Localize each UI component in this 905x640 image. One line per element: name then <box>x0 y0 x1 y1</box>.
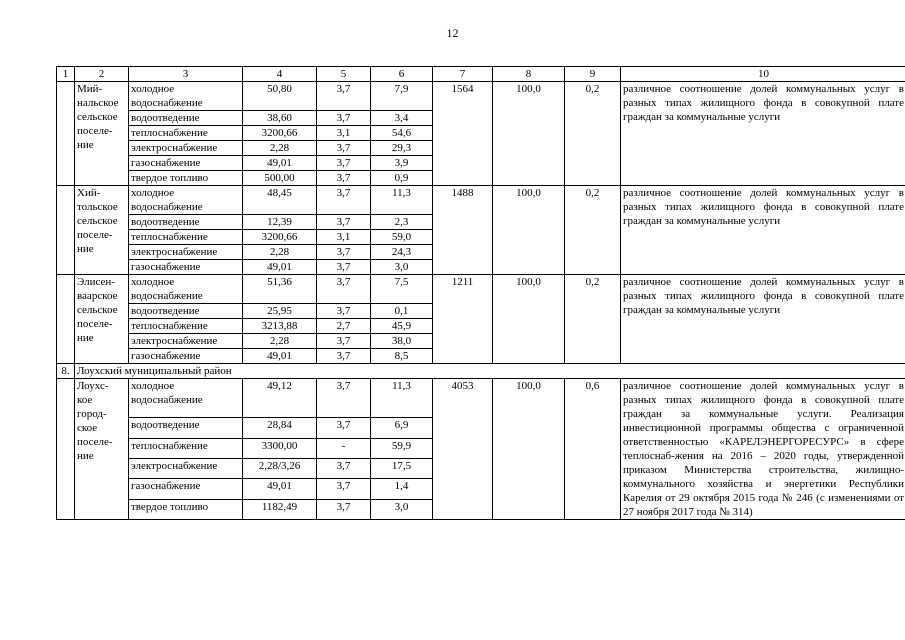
share-cell: 17,5 <box>371 458 433 478</box>
district-row <box>57 364 905 379</box>
share-cell: 24,3 <box>371 245 433 260</box>
service-name <box>129 260 243 275</box>
share-cell: 59,0 <box>371 230 433 245</box>
tariff-cell: 2,28 <box>243 334 317 349</box>
index-cell: 3,7 <box>317 111 371 126</box>
settlement-name-line: поселе- <box>77 436 113 448</box>
service-name <box>129 438 243 458</box>
service-name-line: теплоснабжение <box>131 127 208 139</box>
tariff-cell: 51,36 <box>243 275 317 304</box>
share-cell: 11,3 <box>371 186 433 215</box>
population-cell: 1564 <box>433 82 493 186</box>
note-cell: различное соотношение долей коммунальных услуг в разных типах жилищного фонда в совокупной плате граждан за коммунальные услуги <box>621 186 905 275</box>
settlement-name-line: Мий- <box>77 83 103 95</box>
service-name-line: электроснабжение <box>131 142 218 154</box>
share-cell: 8,5 <box>371 349 433 364</box>
district-name: Лоухский муниципальный район <box>75 364 905 379</box>
share-cell: 6,9 <box>371 418 433 438</box>
tariff-table <box>56 66 905 520</box>
service-name <box>129 304 243 319</box>
tariff-cell: 49,01 <box>243 349 317 364</box>
service-name-line: водоснабжение <box>131 290 203 302</box>
tariff-cell: 25,95 <box>243 304 317 319</box>
settlement-name-line: сельское <box>77 111 118 123</box>
settlement-name-line: ское <box>77 422 98 434</box>
share-cell: 38,0 <box>371 334 433 349</box>
tariff-cell: 49,12 <box>243 379 317 418</box>
index-cell: 3,7 <box>317 171 371 186</box>
share-cell: 3,0 <box>371 260 433 275</box>
service-name <box>129 275 243 304</box>
share-cell: 11,3 <box>371 379 433 418</box>
service-name-line: газоснабжение <box>131 261 201 273</box>
row-number-cell <box>57 82 75 186</box>
column-header: 9 <box>565 67 621 82</box>
index-cell: 3,7 <box>317 82 371 111</box>
table-row <box>57 275 905 304</box>
settlement-name <box>75 186 129 275</box>
settlement-name-line: кое <box>77 394 93 406</box>
settlement-name-line: поселе- <box>77 125 113 137</box>
service-name <box>129 319 243 334</box>
service-name-line: водоотведение <box>131 216 200 228</box>
service-name <box>129 186 243 215</box>
service-name <box>129 171 243 186</box>
column-header: 1 <box>57 67 75 82</box>
service-name <box>129 245 243 260</box>
service-name-line: холодное <box>131 83 175 95</box>
tariff-cell: 3300,00 <box>243 438 317 458</box>
share-cell: 7,5 <box>371 275 433 304</box>
settlement-name-line: ние <box>77 243 94 255</box>
settlement-name-line: Элисен- <box>77 276 115 288</box>
district-number: 8. <box>57 364 75 379</box>
share-cell: 3,4 <box>371 111 433 126</box>
settlement-name-line: тольское <box>77 201 118 213</box>
tariff-cell: 1182,49 <box>243 499 317 519</box>
service-name-line: теплоснабжение <box>131 439 208 452</box>
index-cell: 3,7 <box>317 304 371 319</box>
service-name-line: холодное <box>131 380 175 392</box>
service-name-line: водоотведение <box>131 305 200 317</box>
col8-cell: 100,0 <box>493 82 565 186</box>
settlement-name-line: ние <box>77 332 94 344</box>
settlement-name-line: поселе- <box>77 318 113 330</box>
service-name-line: газоснабжение <box>131 157 201 169</box>
service-name-line: электроснабжение <box>131 246 218 258</box>
share-cell: 3,0 <box>371 499 433 519</box>
share-cell: 1,4 <box>371 479 433 499</box>
index-cell: 3,1 <box>317 230 371 245</box>
tariff-cell: 28,84 <box>243 418 317 438</box>
service-name <box>129 156 243 171</box>
settlement-name-line: сельское <box>77 215 118 227</box>
col9-cell: 0,6 <box>565 379 621 520</box>
col8-cell: 100,0 <box>493 186 565 275</box>
col8-cell: 100,0 <box>493 275 565 364</box>
settlement-name-line: город- <box>77 408 107 420</box>
tariff-cell: 3200,66 <box>243 126 317 141</box>
row-number-cell <box>57 275 75 364</box>
settlement-name <box>75 82 129 186</box>
index-cell: 3,7 <box>317 245 371 260</box>
tariff-cell: 500,00 <box>243 171 317 186</box>
note-cell: различное соотношение долей коммунальных услуг в разных типах жилищного фонда в совокупной плате граждан за коммунальные услуги. Реализация инвестиционной программы общества с ограниченной ответственностью «КАРЕЛЭНЕРГОРЕСУРС» в сфере теплоснаб-жения на 2016 – 2020 годы, утвержденной приказом Министерства строительства, жилищно-коммунального хозяйства и энергетики Республики Карелия от 29 октября 2015 года № 246 (с изменениями от 27 ноября 2017 года № 314) <box>621 379 905 520</box>
service-name-line: водоснабжение <box>131 201 203 213</box>
index-cell: 3,7 <box>317 156 371 171</box>
service-name <box>129 215 243 230</box>
tariff-cell: 3213,88 <box>243 319 317 334</box>
column-header: 8 <box>493 67 565 82</box>
col8-cell: 100,0 <box>493 379 565 520</box>
settlement-name-line: сельское <box>77 304 118 316</box>
service-name-line: водоснабжение <box>131 97 203 109</box>
tariff-cell: 2,28 <box>243 245 317 260</box>
index-cell: 3,7 <box>317 418 371 438</box>
page-number: 12 <box>446 26 459 40</box>
index-cell: - <box>317 438 371 458</box>
settlement-name-line: поселе- <box>77 229 113 241</box>
index-cell: 3,7 <box>317 479 371 499</box>
population-cell: 1488 <box>433 186 493 275</box>
service-name-line: водоснабжение <box>131 394 203 406</box>
index-cell: 3,7 <box>317 349 371 364</box>
index-cell: 3,7 <box>317 141 371 156</box>
population-cell: 4053 <box>433 379 493 520</box>
settlement-name-line: Хий- <box>77 187 101 199</box>
tariff-cell: 49,01 <box>243 156 317 171</box>
settlement-name-line: нальское <box>77 97 119 109</box>
share-cell: 0,9 <box>371 171 433 186</box>
share-cell: 54,6 <box>371 126 433 141</box>
settlement-name <box>75 379 129 520</box>
column-header: 5 <box>317 67 371 82</box>
index-cell: 3,1 <box>317 126 371 141</box>
column-header: 4 <box>243 67 317 82</box>
column-header: 7 <box>433 67 493 82</box>
service-name-line: холодное <box>131 187 175 199</box>
index-cell: 3,7 <box>317 186 371 215</box>
population-cell: 1211 <box>433 275 493 364</box>
service-name <box>129 230 243 245</box>
settlement-name-line: ваарское <box>77 290 118 302</box>
tariff-cell: 2,28/3,26 <box>243 458 317 478</box>
index-cell: 3,7 <box>317 334 371 349</box>
tariff-cell: 48,45 <box>243 186 317 215</box>
service-name <box>129 458 243 478</box>
service-name-line: теплоснабжение <box>131 320 208 332</box>
tariff-cell: 50,80 <box>243 82 317 111</box>
settlement-name-line: ние <box>77 450 94 462</box>
tariff-cell: 49,01 <box>243 479 317 499</box>
service-name-line: водоотведение <box>131 112 200 124</box>
share-cell: 29,3 <box>371 141 433 156</box>
col9-cell: 0,2 <box>565 275 621 364</box>
index-cell: 3,7 <box>317 499 371 519</box>
service-name <box>129 82 243 111</box>
note-cell: различное соотношение долей коммунальных услуг в разных типах жилищного фонда в совокупной плате граждан за коммунальные услуги <box>621 275 905 364</box>
settlement-name-line: ние <box>77 139 94 151</box>
table-row <box>57 186 905 215</box>
tariff-cell: 49,01 <box>243 260 317 275</box>
col9-cell: 0,2 <box>565 186 621 275</box>
column-header: 6 <box>371 67 433 82</box>
service-name-line: газоснабжение <box>131 350 201 362</box>
service-name <box>129 334 243 349</box>
column-header: 2 <box>75 67 129 82</box>
service-name <box>129 379 243 418</box>
row-number-cell <box>57 186 75 275</box>
service-name-line: теплоснабжение <box>131 231 208 243</box>
service-name <box>129 111 243 126</box>
service-name-line: твердое топливо <box>131 172 209 184</box>
note-cell: различное соотношение долей коммунальных услуг в разных типах жилищного фонда в совокупной плате граждан за коммунальные услуги <box>621 82 905 186</box>
tariff-cell: 3200,66 <box>243 230 317 245</box>
index-cell: 3,7 <box>317 275 371 304</box>
service-name-line: газоснабжение <box>131 480 201 493</box>
index-cell: 2,7 <box>317 319 371 334</box>
service-name-line: холодное <box>131 276 175 288</box>
service-name-line: твердое топливо <box>131 500 209 513</box>
tariff-cell: 12,39 <box>243 215 317 230</box>
service-name <box>129 126 243 141</box>
service-name <box>129 141 243 156</box>
share-cell: 0,1 <box>371 304 433 319</box>
service-name <box>129 418 243 438</box>
index-cell: 3,7 <box>317 379 371 418</box>
share-cell: 59,9 <box>371 438 433 458</box>
share-cell: 7,9 <box>371 82 433 111</box>
row-number-cell <box>57 379 75 520</box>
index-cell: 3,7 <box>317 215 371 230</box>
table-row <box>57 379 905 418</box>
tariff-cell: 2,28 <box>243 141 317 156</box>
header-row <box>57 67 905 82</box>
service-name-line: электроснабжение <box>131 459 218 472</box>
service-name-line: электроснабжение <box>131 335 218 347</box>
settlement-name <box>75 275 129 364</box>
table-row <box>57 82 905 111</box>
index-cell: 3,7 <box>317 458 371 478</box>
service-name <box>129 349 243 364</box>
index-cell: 3,7 <box>317 260 371 275</box>
col9-cell: 0,2 <box>565 82 621 186</box>
column-header: 10 <box>621 67 905 82</box>
tariff-cell: 38,60 <box>243 111 317 126</box>
settlement-name-line: Лоухс- <box>77 380 109 392</box>
service-name <box>129 479 243 499</box>
service-name <box>129 499 243 519</box>
share-cell: 2,3 <box>371 215 433 230</box>
share-cell: 3,9 <box>371 156 433 171</box>
share-cell: 45,9 <box>371 319 433 334</box>
column-header: 3 <box>129 67 243 82</box>
service-name-line: водоотведение <box>131 419 200 432</box>
